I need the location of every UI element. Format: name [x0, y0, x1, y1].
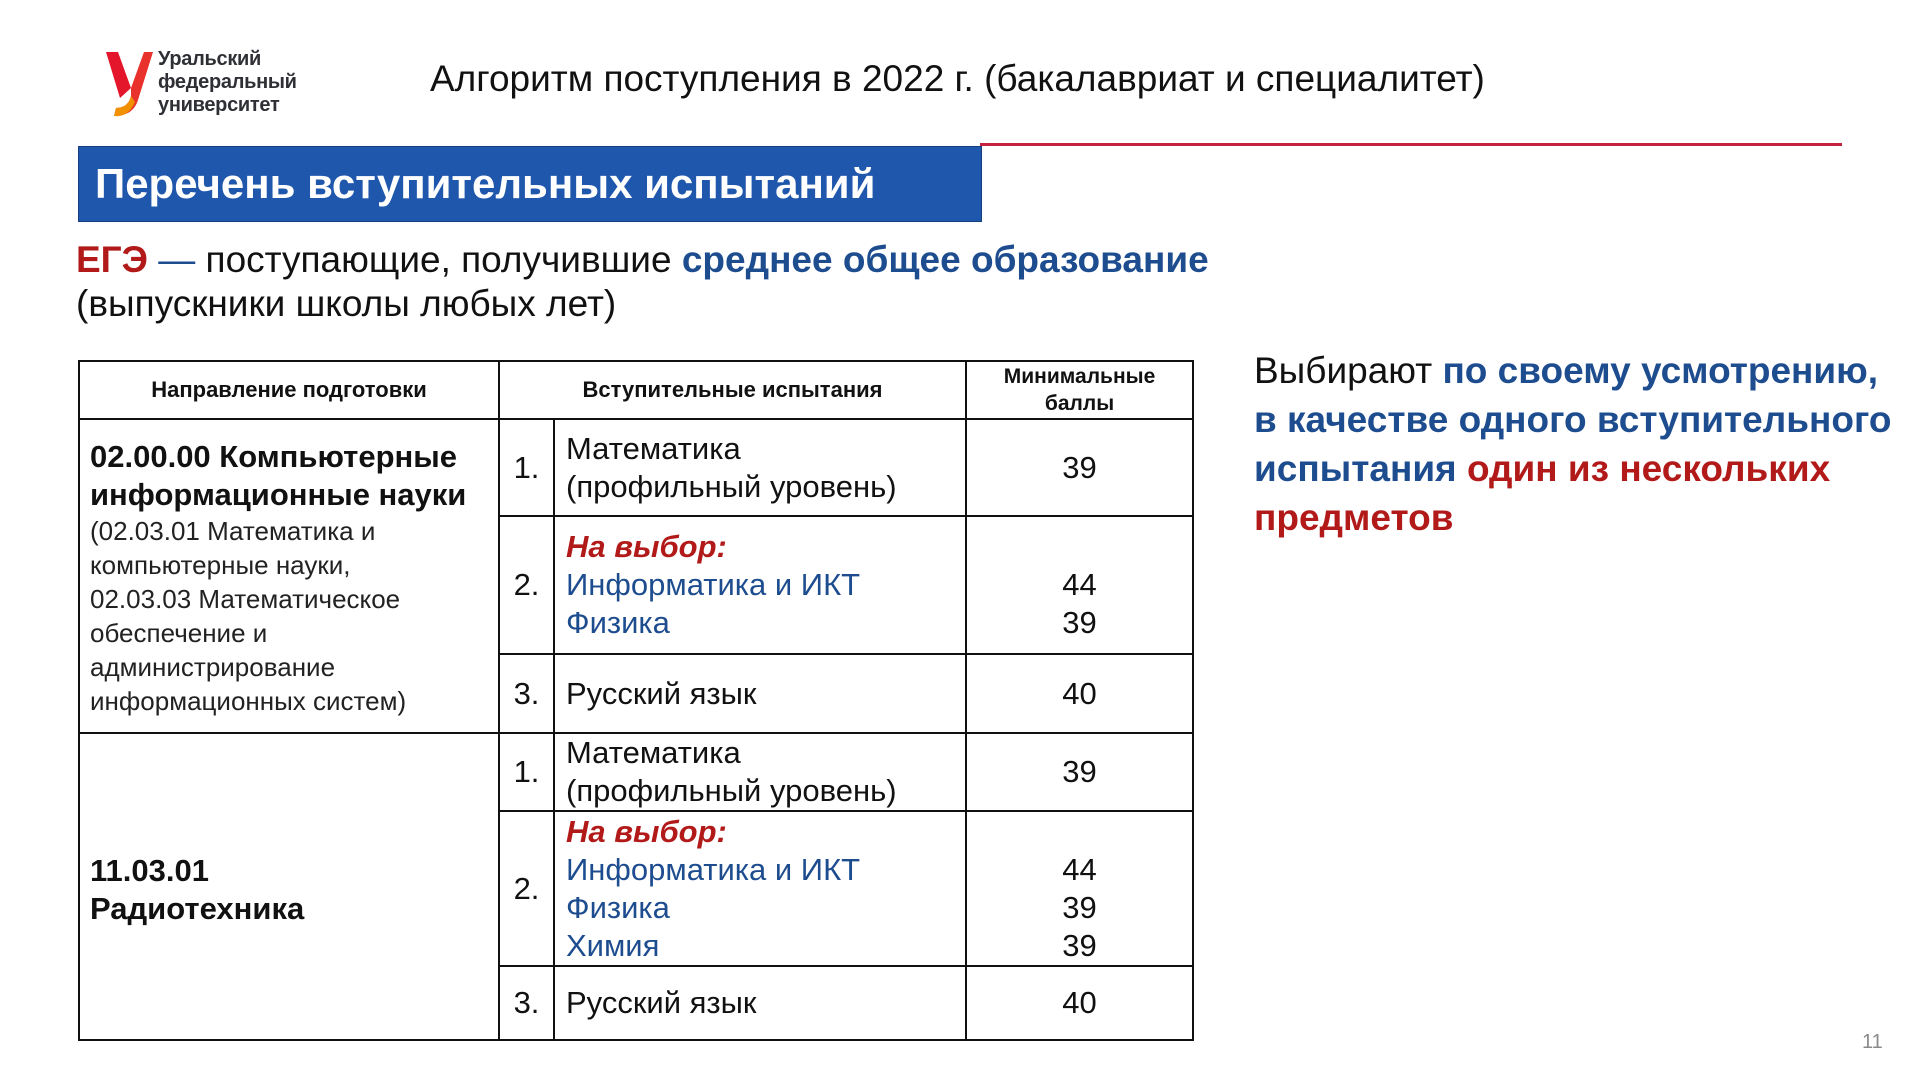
exam-subject	[554, 419, 966, 516]
logo-line-1: Уральский	[158, 48, 262, 70]
intro-line-2: (выпускники школы любых лет)	[76, 283, 617, 324]
choice-option: Информатика и ИКТ	[566, 567, 861, 602]
program-cell	[79, 733, 499, 1040]
exam-subject	[554, 733, 966, 811]
program-detail-line: администрирование	[90, 652, 336, 682]
subject-line-2: (профильный уровень)	[566, 468, 897, 504]
score-spacer	[967, 813, 1192, 851]
table-row	[79, 419, 1193, 516]
title-underline	[980, 143, 1842, 146]
intro-highlight: среднее общее образование	[681, 239, 1209, 280]
option-score: 44	[1062, 851, 1097, 887]
logo-text	[158, 48, 297, 117]
choice-option: Информатика и ИКТ	[566, 851, 861, 887]
option-score: 39	[1062, 889, 1097, 925]
subject-line-1: Математика	[566, 735, 741, 770]
table-row	[79, 733, 1193, 811]
header-exams: Вступительные испытания	[499, 361, 966, 419]
exam-subject: Русский язык	[554, 654, 966, 733]
program-detail-line: компьютерные науки,	[90, 550, 351, 580]
exam-number: 3.	[499, 966, 554, 1040]
program-title-line-2: Радиотехника	[90, 890, 305, 926]
exam-number: 1.	[499, 419, 554, 516]
exam-subject	[554, 516, 966, 654]
section-title: Перечень вступительных испытаний	[95, 160, 876, 207]
intro-text	[76, 238, 1209, 326]
exam-score: 39	[966, 419, 1193, 516]
note-blue: по своему усмотрению, в качестве одного вступительного испытания	[1254, 350, 1892, 489]
program-detail-line: информационных систем)	[90, 686, 407, 716]
exam-score: 40	[966, 654, 1193, 733]
logo-line-2: федеральный	[158, 71, 297, 93]
option-score: 44	[1062, 567, 1097, 602]
header-direction: Направление подготовки	[79, 361, 499, 419]
intro-line-1	[76, 238, 1209, 282]
program-title-line-1: 02.00.00 Компьютерные	[90, 439, 457, 474]
subject-line-2: (профильный уровень)	[566, 773, 897, 808]
program-title	[90, 852, 488, 928]
score-spacer	[967, 528, 1192, 566]
program-title-line-2: информационные науки	[90, 477, 467, 512]
choice-label: На выбор:	[566, 813, 727, 849]
note-plain: Выбирают	[1254, 350, 1443, 391]
program-cell	[79, 419, 499, 733]
intro-dash: —	[147, 239, 206, 280]
note-red: один из нескольких предметов	[1254, 448, 1831, 538]
exam-score: 39	[966, 733, 1193, 811]
slide-title: Алгоритм поступления в 2022 г. (бакалавриат и специалитет)	[430, 58, 1485, 99]
header-min-score	[966, 361, 1193, 419]
page-number: 11	[1862, 1031, 1883, 1053]
header-min-line-1: Минимальные	[1003, 365, 1156, 388]
choice-option: Физика	[566, 889, 670, 925]
program-detail-line: обеспечение и	[90, 618, 268, 648]
ege-label: ЕГЭ	[76, 239, 148, 280]
intro-text-1: поступающие, получившие	[205, 239, 682, 280]
selection-note	[1254, 346, 1904, 542]
choice-label: На выбор:	[566, 529, 727, 564]
urfu-logo-mark-icon	[104, 50, 154, 118]
program-detail-line: 02.03.03 Математическое	[90, 584, 401, 614]
exam-number: 3.	[499, 654, 554, 733]
exam-table	[78, 360, 1194, 1041]
subject-line-1: Математика	[566, 430, 741, 466]
logo-line-3: университет	[158, 94, 280, 116]
option-score: 39	[1062, 927, 1097, 963]
exam-number: 2.	[499, 516, 554, 654]
choice-option: Химия	[566, 927, 660, 963]
exam-subject	[554, 811, 966, 966]
choice-option: Физика	[566, 605, 670, 640]
exam-score	[966, 516, 1193, 654]
option-score: 39	[1062, 605, 1097, 640]
section-banner	[78, 146, 982, 222]
program-title-line-1: 11.03.01	[90, 852, 209, 888]
exam-score	[966, 811, 1193, 966]
table-header-row	[79, 361, 1193, 419]
exam-number: 1.	[499, 733, 554, 811]
exam-subject: Русский язык	[554, 966, 966, 1040]
program-detail-line: (02.03.01 Математика и	[90, 516, 376, 546]
exam-number: 2.	[499, 811, 554, 966]
header-min-line-2: баллы	[1044, 392, 1115, 415]
university-logo	[104, 46, 314, 124]
exam-score: 40	[966, 966, 1193, 1040]
program-detail	[90, 514, 488, 718]
program-title	[90, 438, 488, 514]
